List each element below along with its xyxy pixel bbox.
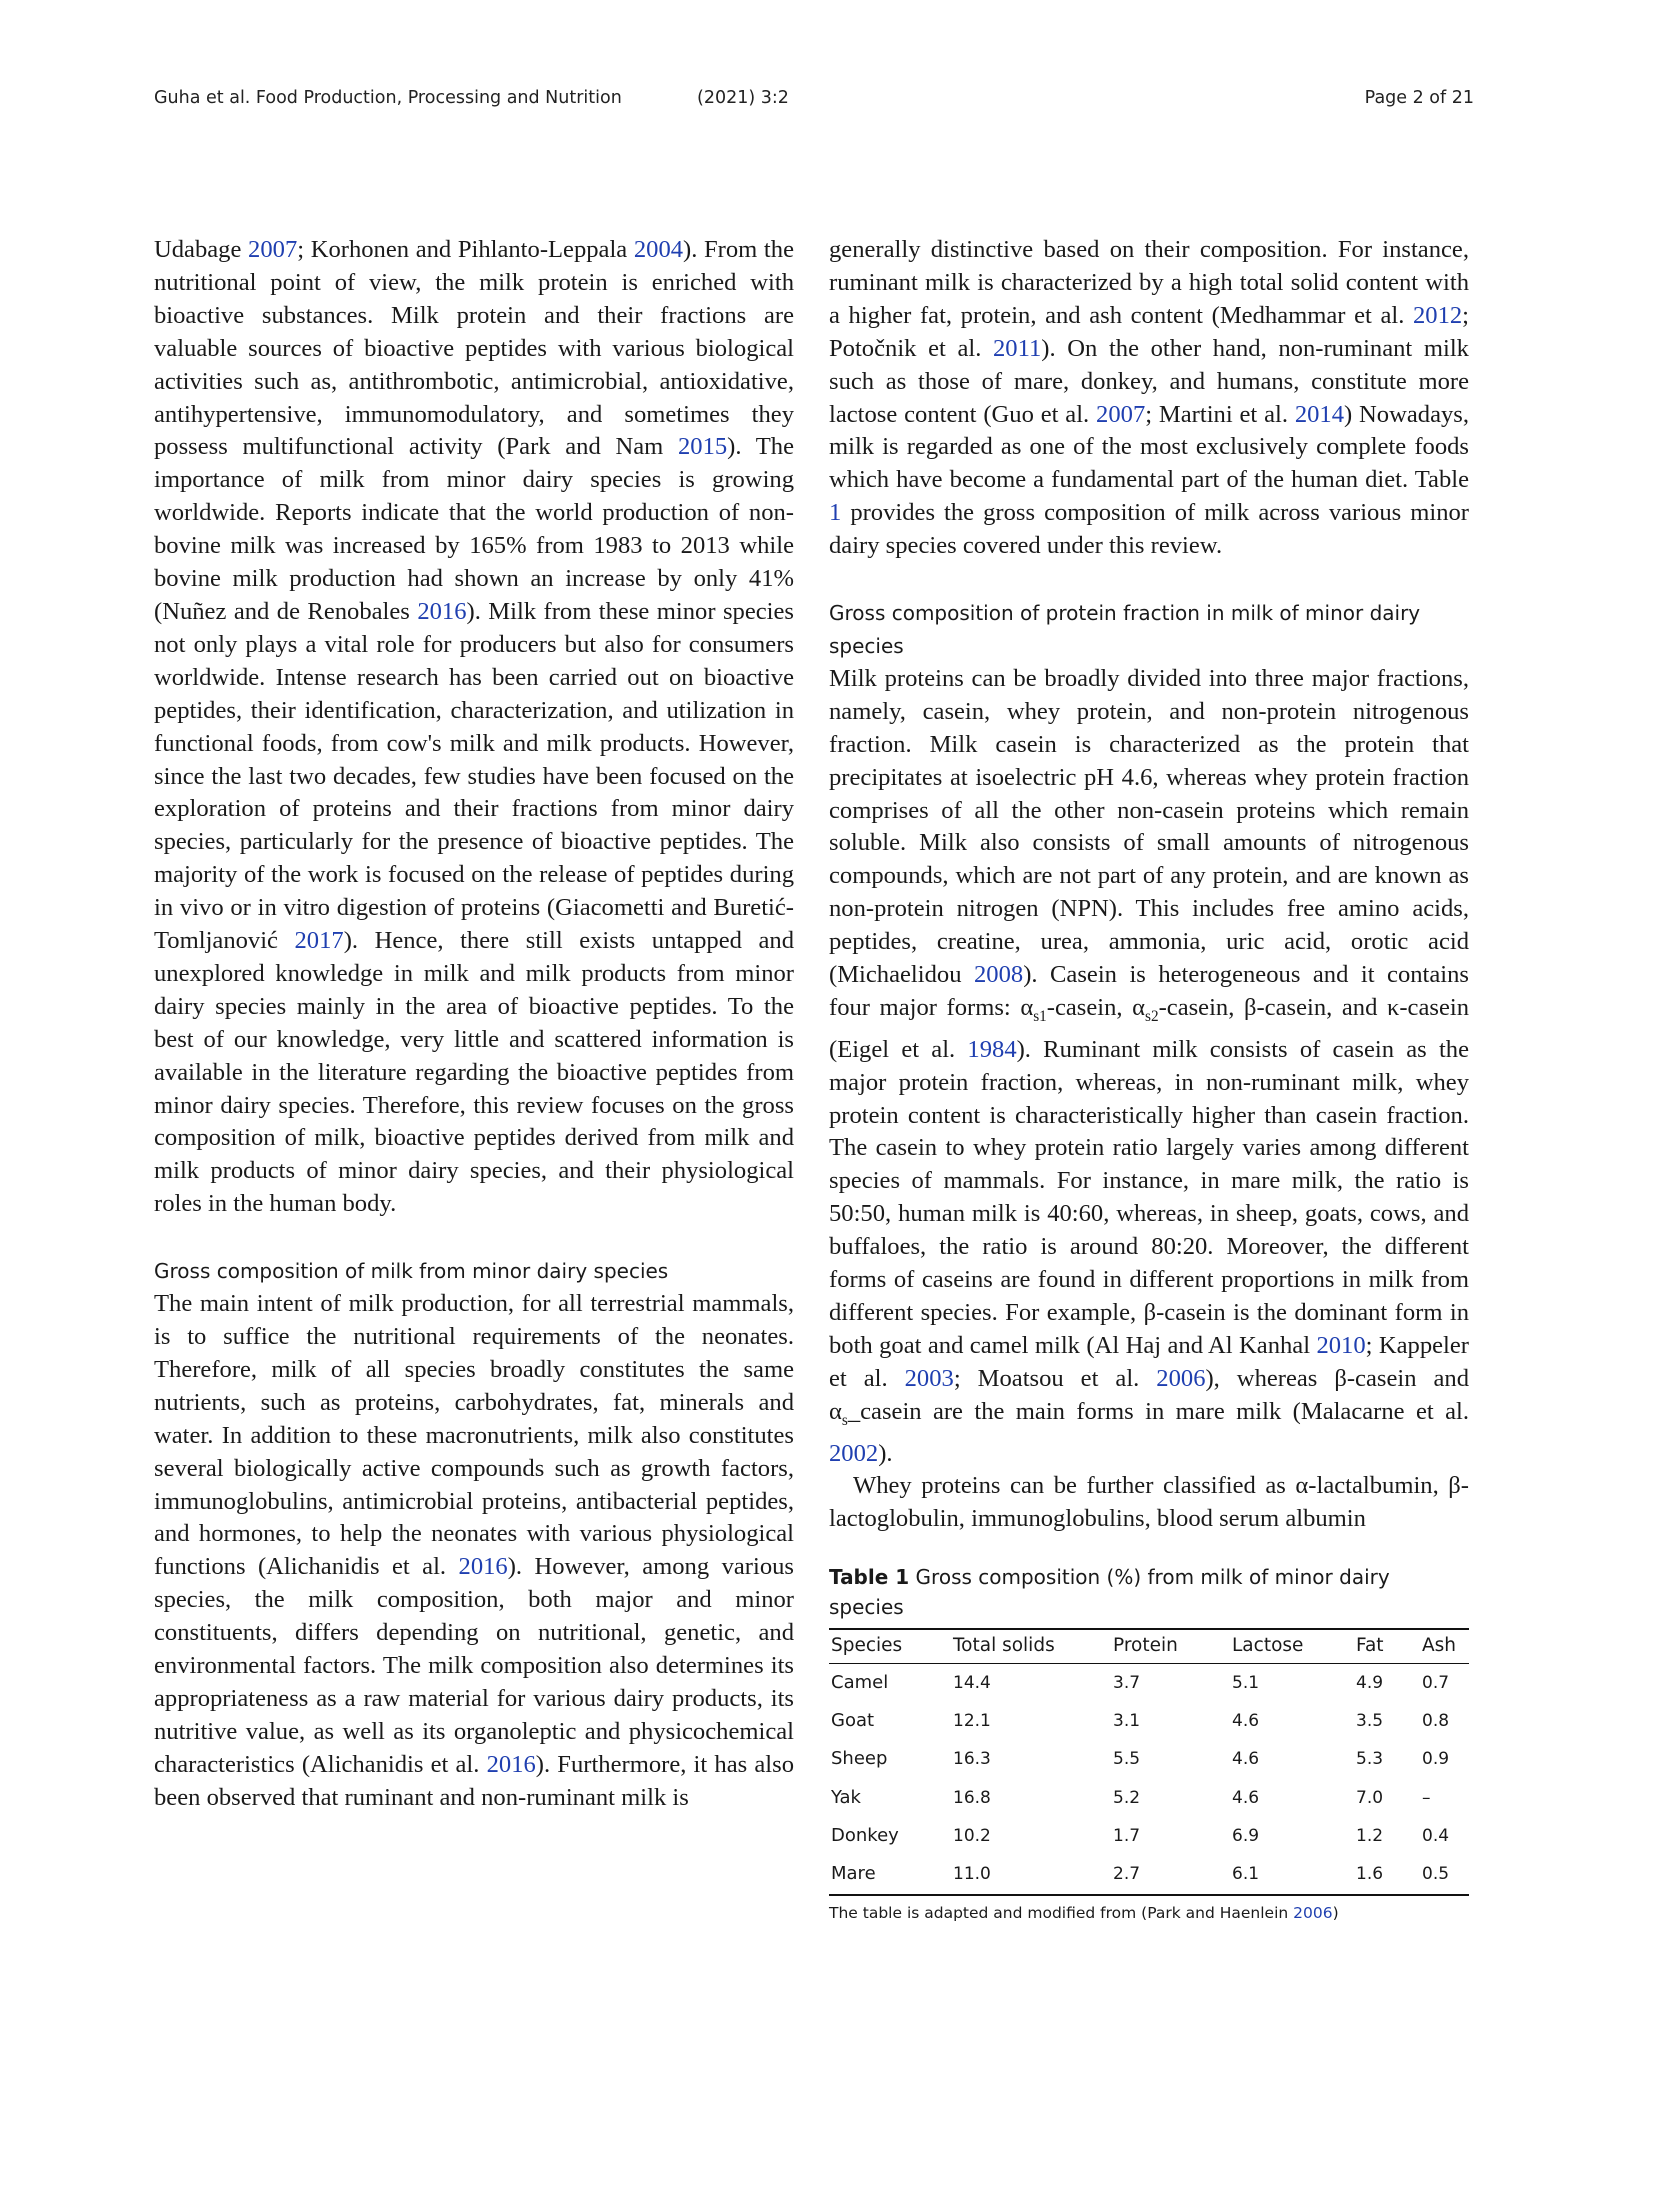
value-cell: 5.1 bbox=[1232, 1672, 1260, 1693]
text-run: -casein, β-casein, and κ-casein (Eigel et al. bbox=[829, 993, 1469, 1063]
citation-link[interactable]: 2010 bbox=[1316, 1331, 1366, 1359]
citation-link[interactable]: 2002 bbox=[829, 1439, 879, 1467]
value-cell: – bbox=[1422, 1787, 1431, 1808]
table-footnote-end: ) bbox=[1332, 1903, 1339, 1922]
citation-link[interactable]: 2012 bbox=[1412, 301, 1463, 329]
section-heading-gross-composition: Gross composition of milk from minor dairy species bbox=[154, 1259, 669, 1284]
text-run: Udabage bbox=[154, 236, 249, 263]
subscript: s1 bbox=[1033, 1007, 1047, 1025]
species-cell: Mare bbox=[829, 1856, 951, 1895]
value-cell: 0.7 bbox=[1422, 1672, 1450, 1693]
whey-proteins-paragraph bbox=[829, 1470, 1469, 1536]
column-header: Fat bbox=[1354, 1629, 1420, 1663]
text-run: ; Martini et al. bbox=[1145, 400, 1295, 428]
right-column bbox=[829, 234, 1469, 1926]
column-header: Lactose bbox=[1230, 1629, 1354, 1663]
section-heading-protein-fraction: Gross composition of protein fraction in milk of minor dairy species bbox=[829, 601, 1421, 658]
text-run: ). Ruminant milk consists of casein as the major protein fraction, whereas, in non-ruminant milk, whey protein content is characteristically higher than casein fraction. The casein to whey protein ratio largely varies among different species of mammals. For instance, in mare milk, the ratio is 50:50, human milk is 40:60, whereas, in sheep, goats, cows, and buffaloes, the ratio is around 80:20. Moreover, the different forms of caseins are found in different proportions in milk from different species. For example, β-casein is the dominant form in both goat and camel milk (Al Haj and Al Kanhal bbox=[829, 1035, 1469, 1359]
text-run: Whey proteins can be further classified as α-lactalbumin, β-lactoglobulin, immunoglobulins, blood serum albumin bbox=[829, 1472, 1469, 1533]
citation-link[interactable]: 2007 bbox=[1096, 400, 1146, 428]
citation-link[interactable]: 2016 bbox=[417, 597, 467, 625]
value-cell: 10.2 bbox=[953, 1826, 991, 1847]
value-cell: 6.1 bbox=[1230, 1856, 1354, 1895]
journal-year-volume: (2021) 3:2 bbox=[697, 88, 789, 108]
value-cell: 7.0 bbox=[1356, 1787, 1384, 1808]
value-cell: 12.1 bbox=[953, 1710, 991, 1731]
table-row bbox=[829, 1856, 1469, 1895]
text-run: The main intent of milk production, for all terrestrial mammals, is to suffice the nutritional requirements of the neonates. Therefore, milk of all species broadly constitutes the same nutrients, such as proteins, carbohydrates, fat, minerals and water. In addition to these macronutrients, milk also constitutes several biologically active compounds such as growth factors, immunoglobulins, antimicrobial proteins, antibacterial peptides, and hormones, to help the neonates with various physiological functions (Alichanidis et al. bbox=[154, 1290, 794, 1581]
text-run: provides the gross composition of milk across various minor dairy species covered under this review. bbox=[829, 499, 1469, 560]
table-row bbox=[829, 1779, 1469, 1818]
column-header: Ash bbox=[1420, 1629, 1469, 1663]
species-cell: Yak bbox=[831, 1786, 861, 1808]
citation-link[interactable]: 2006 bbox=[1293, 1903, 1333, 1922]
value-cell: 11.0 bbox=[951, 1856, 1111, 1895]
composition-continued-paragraph bbox=[829, 234, 1469, 563]
value-cell: 5.3 bbox=[1356, 1749, 1384, 1770]
citation-link[interactable]: 1 bbox=[829, 499, 842, 527]
text-run: Milk proteins can be broadly divided into three major fractions, namely, casein, whey protein, and non-protein nitrogenous fraction. Milk casein is characterized as the protein that precipitates at isoelectric pH 4.6, whereas whey protein fraction comprises of all the other non-casein proteins which remain soluble. Milk also consists of small amounts of nitrogenous compounds, which are not part of any protein, and are known as non-protein nitrogen (NPN). This includes free amino acids, peptides, creatine, urea, ammonia, uric acid, orotic acid (Michaelidou bbox=[829, 664, 1469, 989]
value-cell: 1.2 bbox=[1356, 1826, 1384, 1847]
column-header: Protein bbox=[1111, 1629, 1230, 1663]
citation-link[interactable]: 2006 bbox=[1156, 1364, 1206, 1392]
value-cell: 3.5 bbox=[1356, 1710, 1384, 1731]
value-cell: 5.5 bbox=[1113, 1749, 1141, 1770]
page-number: Page 2 of 21 bbox=[1364, 88, 1474, 108]
text-run: ) Nowadays, milk is regarded as one of the most exclusively complete foods which have become a fundamental part of the human diet. Table bbox=[829, 400, 1470, 494]
value-cell: 0.9 bbox=[1422, 1749, 1450, 1770]
text-run: ). Milk from these minor species not only plays a vital role for producers but also for consumers worldwide. Intense research has been carried out on bioactive peptides, their identification, characterization, and utilization in functional foods, from cow's milk and milk products. However, since the last two decades, few studies have been focused on the exploration of proteins and their fractions from minor dairy species, particularly for the presence of bioactive peptides. The majority of the work is focused on the release of peptides during in vivo or in vitro digestion of proteins (Giacometti and Buretić-Tomljanović bbox=[154, 597, 794, 955]
value-cell: 2.7 bbox=[1111, 1856, 1230, 1895]
species-cell: Sheep bbox=[831, 1748, 888, 1770]
value-cell: 3.1 bbox=[1113, 1710, 1141, 1731]
text-run: ; Korhonen and Pihlanto-Leppala bbox=[297, 236, 634, 263]
citation-link[interactable]: 2004 bbox=[633, 236, 684, 263]
citation-link[interactable]: 1984 bbox=[967, 1035, 1017, 1063]
value-cell: 16.8 bbox=[953, 1787, 991, 1808]
text-run: ; Moatsou et al. bbox=[953, 1364, 1157, 1392]
column-header: Species bbox=[829, 1629, 951, 1663]
text-run: -casein, α bbox=[1046, 993, 1146, 1021]
running-header bbox=[154, 88, 1474, 114]
text-run: ). bbox=[878, 1439, 893, 1467]
value-cell: 1.7 bbox=[1113, 1826, 1141, 1847]
species-cell: Camel bbox=[831, 1671, 889, 1693]
species-cell: Donkey bbox=[831, 1825, 899, 1847]
text-run: ; Potočnik et al. bbox=[829, 301, 1469, 362]
text-run: ). Furthermore, it has also been observed that ruminant and non-ruminant milk is bbox=[154, 1750, 794, 1811]
subscript: s2 bbox=[1145, 1007, 1159, 1025]
subscript: s bbox=[841, 1411, 848, 1429]
table-label: Table 1 bbox=[829, 1565, 910, 1590]
text-run: ). Hence, there still exists untapped and unexplored knowledge in milk and milk products from minor dairy species mainly in the area of bioactive peptides. To the best of our knowledge, very little and scattered information is available in the literature regarding the bioactive peptides from minor dairy species. Therefore, this review focuses on the gross composition of milk, bioactive peptides derived from milk and milk products of minor dairy species, and their physiological roles in the human body. bbox=[154, 927, 794, 1218]
table-row bbox=[829, 1702, 1469, 1741]
text-run: ). On the other hand, non-ruminant milk such as those of mare, donkey, and humans, constitute more lactose content (Guo et al. bbox=[829, 334, 1469, 428]
citation-link[interactable]: 2016 bbox=[486, 1750, 536, 1778]
citation-link[interactable]: 2003 bbox=[904, 1364, 954, 1392]
value-cell: 0.5 bbox=[1420, 1856, 1469, 1895]
table-footnote bbox=[829, 1900, 1469, 1926]
text-run: generally distinctive based on their composition. For instance, ruminant milk is characterized by a high total solid content with a higher fat, protein, and ash content (Medhammar et al. bbox=[829, 236, 1469, 329]
text-run: ). From the nutritional point of view, the milk protein is enriched with bioactive substances. Milk protein and their fractions are valuable sources of bioactive peptides with various biological activities such as, antithrombotic, antimicrobial, antioxidative, antihypertensive, immunomodulatory, and sometimes they possess multifunctional activity (Park and Nam bbox=[154, 236, 794, 461]
species-cell: Goat bbox=[831, 1709, 875, 1731]
citation-link[interactable]: 2016 bbox=[458, 1553, 508, 1581]
table-1 bbox=[829, 1562, 1469, 1925]
text-run: ; Kappeler et al. bbox=[829, 1331, 1469, 1392]
table-header-row bbox=[829, 1629, 1469, 1663]
table-row bbox=[829, 1664, 1469, 1703]
composition-table bbox=[829, 1628, 1469, 1895]
value-cell: 6.9 bbox=[1232, 1826, 1260, 1847]
intro-paragraph bbox=[154, 234, 794, 1221]
table-row bbox=[829, 1818, 1469, 1857]
journal-title: Guha et al. Food Production, Processing and Nutrition bbox=[154, 88, 622, 108]
text-run: ). Casein is heterogeneous and it contains four major forms: α bbox=[829, 961, 1470, 1021]
value-cell: 0.8 bbox=[1422, 1710, 1450, 1731]
gross-composition-paragraph bbox=[154, 1288, 794, 1815]
citation-link[interactable]: 2014 bbox=[1294, 400, 1345, 428]
value-cell: 16.3 bbox=[953, 1749, 991, 1770]
table-row bbox=[829, 1741, 1469, 1780]
text-run: _casein are the main forms in mare milk (Malacarne et al. bbox=[847, 1397, 1469, 1425]
value-cell: 4.6 bbox=[1232, 1710, 1260, 1731]
text-run: ). However, among various species, the milk composition, both major and minor constituents, differs depending on nutritional, genetic, and environmental factors. The milk composition also determines its appropriateness as a raw material for various dairy products, its nutritive value, as well as its organoleptic and physicochemical characteristics (Alichanidis et al. bbox=[154, 1553, 794, 1778]
value-cell: 5.2 bbox=[1113, 1787, 1141, 1808]
text-run: ), whereas β-casein and α bbox=[829, 1364, 1469, 1425]
table-caption bbox=[829, 1562, 1469, 1622]
citation-link[interactable]: 2007 bbox=[248, 236, 298, 263]
value-cell: 4.9 bbox=[1356, 1672, 1384, 1693]
citation-link[interactable]: 2011 bbox=[993, 334, 1042, 362]
value-cell: 14.4 bbox=[953, 1672, 991, 1693]
citation-link[interactable]: 2008 bbox=[974, 961, 1024, 989]
table-body bbox=[829, 1664, 1469, 1895]
table-footnote-text: The table is adapted and modified from (Park and Haenlein bbox=[829, 1903, 1294, 1922]
value-cell: 3.7 bbox=[1113, 1672, 1141, 1693]
value-cell: 1.6 bbox=[1354, 1856, 1420, 1895]
value-cell: 0.4 bbox=[1422, 1826, 1450, 1847]
text-run: ). The importance of milk from minor dairy species is growing worldwide. Reports indicate that the world production of non-bovine milk was increased by 165% from 1983 to 2013 while bovine milk production had shown an increase by only 41% (Nuñez and de Renobales bbox=[154, 433, 795, 625]
value-cell: 4.6 bbox=[1232, 1749, 1260, 1770]
column-header: Total solids bbox=[951, 1629, 1111, 1663]
left-column bbox=[154, 234, 794, 1815]
citation-link[interactable]: 2017 bbox=[294, 927, 344, 955]
protein-fraction-paragraph bbox=[829, 663, 1469, 1471]
value-cell: 4.6 bbox=[1232, 1787, 1260, 1808]
table-title: Gross composition (%) from milk of minor dairy species bbox=[829, 1565, 1390, 1620]
citation-link[interactable]: 2015 bbox=[677, 433, 728, 461]
